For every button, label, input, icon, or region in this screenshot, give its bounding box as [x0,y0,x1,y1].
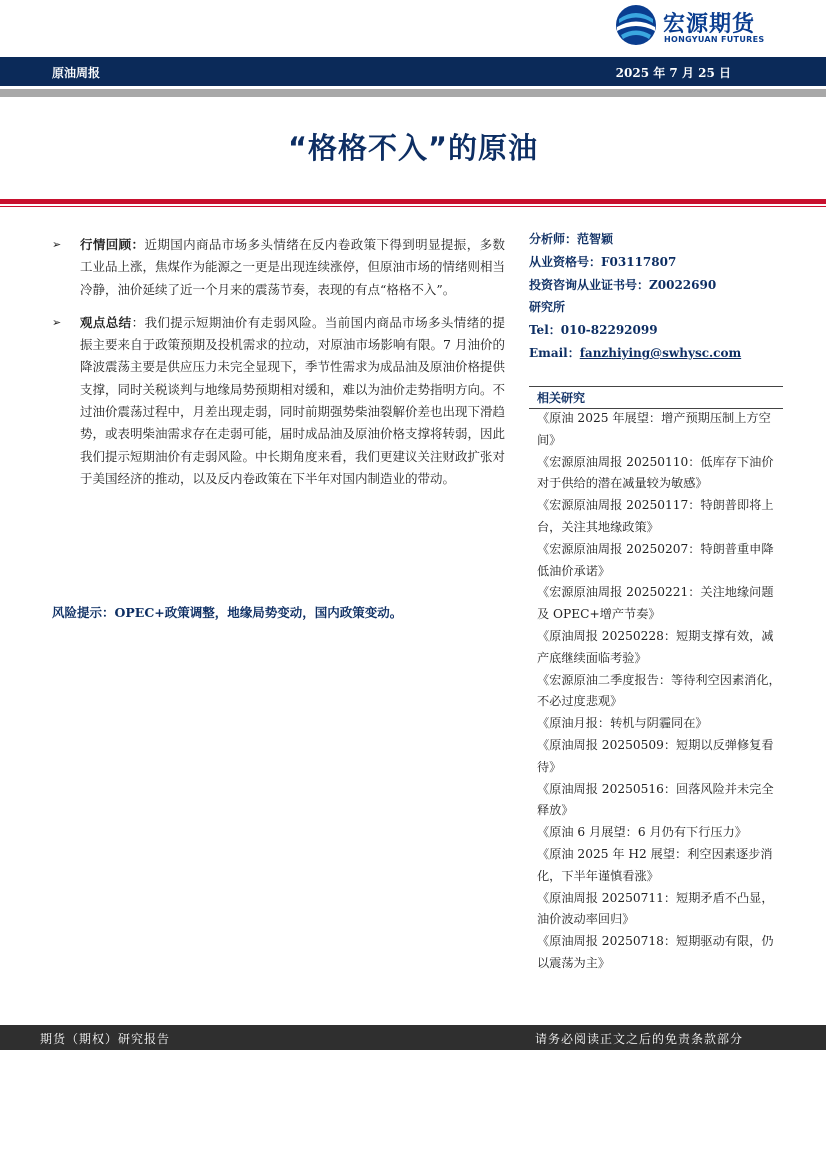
footer-bar [0,1025,826,1050]
related-research-item[interactable]: 《原油周报 20250509：短期以反弹修复看待》 [537,737,774,774]
analyst-qualification: 从业资格号：F03117807 [529,254,677,269]
hongyuan-logo-icon [613,3,659,47]
related-research-item[interactable]: 《原油周报 20250228：短期支撑有效，减产底继续面临考验》 [537,628,774,665]
analyst-certificate: 投资咨询从业证书号：Z0022690 [529,277,717,292]
summary-section [52,234,505,501]
risk-warning: 风险提示：OPEC+政策调整，地缘局势变动，国内政策变动。 [52,605,403,620]
page-title: “格格不入”的原油 [287,131,539,165]
analyst-info [529,228,789,365]
analyst-email-link[interactable]: fanzhiying@swhysc.com [579,345,742,360]
related-research-item[interactable]: 《原油 2025 年 H2 展望：利空因素逐步消化，下半年谨慎看涨》 [537,846,773,883]
report-date: 2025 年 7 月 25 日 [615,66,731,80]
title-divider-thin [0,206,826,207]
company-logo [613,3,813,47]
footer-report-category: 期货（期权）研究报告 [40,1032,171,1046]
related-research-item[interactable]: 《原油周报 20250711：短期矛盾不凸显，油价波动率回归》 [537,890,774,927]
related-research-item[interactable]: 《宏源原油周报 20250221：关注地缘问题及 OPEC+增产节奏》 [537,585,774,622]
arrow-bullet-icon: ➢ [52,238,62,251]
related-research-item[interactable]: 《原油周报 20250718：短期驱动有限，仍以震荡为主》 [537,934,774,970]
analyst-name: 分析师：范智颖 [529,232,614,246]
summary-item-text: ：我们提示短期油价有走弱风险。当前国内商品市场多头情绪的提振主要来自于政策预期及投机需求的拉动，对原油市场影响有限。7 月油价的降波震荡主要是供应压力未完全显现下，季节性需求为成品油及原油价格提供支撑，同时关税谈判与地缘局势预期相对缓和，难以为油价走势指明方向。不过油价震荡过程中，月差出现走弱，同时前期强势柴油裂解价差也出现下滑趋势，或表明柴油需求存在走弱可能，届时成品油及原油价格支撑将转弱，因此我们提示短期油价有走弱风险。中长期角度来看，我们更建议关注财政扩张对于美国经济的推动，以及反内卷政策在下半年对国内制造业的带动。 [80,314,506,486]
related-research-item[interactable]: 《宏源原油周报 20250117：特朗普即将上台，关注其地缘政策》 [537,498,774,534]
analyst-tel: Tel：010-82292099 [529,323,658,338]
logo-name-cn: 宏源期货 [663,12,756,37]
related-research-item[interactable]: 《原油月报：转机与阴霾同在》 [537,716,708,731]
related-research-item[interactable]: 《原油 6 月展望：6 月仍有下行压力》 [537,825,747,840]
related-research-heading: 相关研究 [529,386,783,409]
header-divider [0,89,826,97]
analyst-email-row [529,342,789,365]
related-research-item[interactable]: 《宏源原油二季度报告：等待利空因素消化，不必过度悲观》 [537,672,781,709]
summary-item-lead: 观点总结 [80,314,132,330]
summary-item-market-review [52,234,505,301]
arrow-bullet-icon: ➢ [52,315,62,329]
analyst-dept: 研究所 [529,300,566,315]
title-divider-thick [0,199,826,204]
related-research-list [537,408,784,975]
related-research-item[interactable]: 《宏源原油周报 20250110：低库存下油价对于供给的潜在减量较为敏感》 [537,454,774,491]
related-research-item[interactable]: 《宏源原油周报 20250207：特朗普重申降低油价承诺》 [537,541,774,578]
related-research-item[interactable]: 《原油 2025 年展望：增产预期压制上方空间》 [537,411,771,447]
summary-item-conclusion [52,312,505,490]
email-label: Email： [529,345,580,360]
header-bar [0,57,826,86]
summary-item-text: 近期国内商品市场多头情绪在反内卷政策下得到明显提振，多数工业品上涨，焦煤作为能源之一更是出现连续涨停，但原油市场的情绪则相当冷静，油价延续了近一个月来的震荡节奏，表现的有点“格格不入”。 [80,237,506,297]
logo-name-en: HONGYUAN FUTURES [664,35,765,44]
report-type: 原油周报 [52,66,101,80]
footer-disclaimer-note: 请务必阅读正文之后的免责条款部分 [534,1032,743,1046]
related-research-item[interactable]: 《原油周报 20250516：回落风险并未完全释放》 [537,781,774,818]
summary-item-lead: 行情回顾： [80,237,145,252]
